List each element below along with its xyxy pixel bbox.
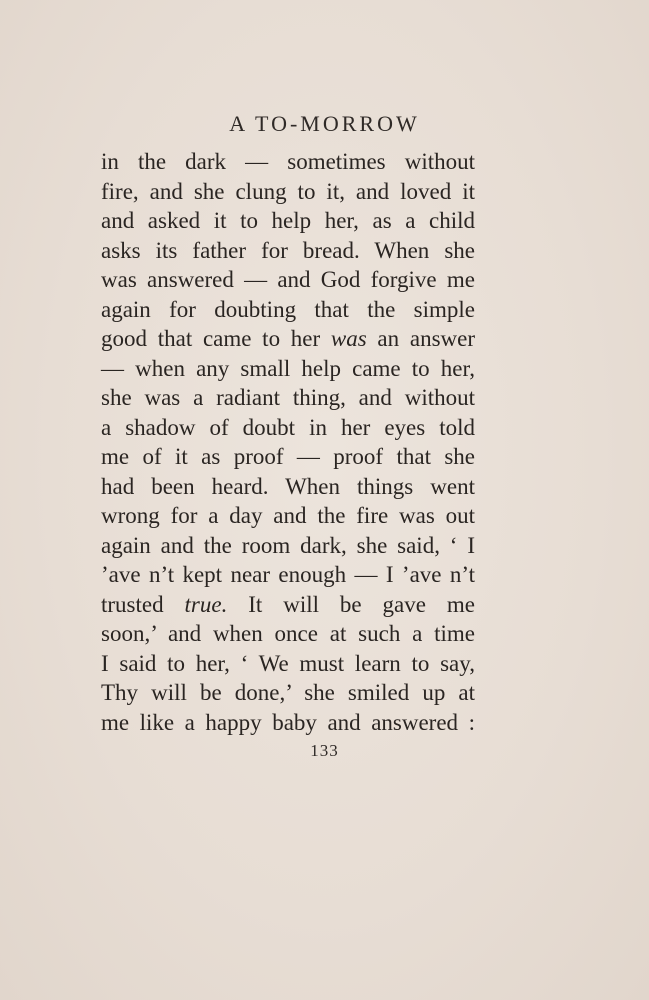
text-line: wrong for a day and the fire was out xyxy=(101,503,475,528)
text-line: fire, and she clung to it, and loved it xyxy=(101,178,475,204)
text-line: again and the room dark, she said, ‘ I xyxy=(101,532,475,558)
text-line: me of it as proof — proof that she xyxy=(101,444,475,469)
text-line: soon,’ and when once at such a time xyxy=(101,621,475,646)
text-line: asks its father for bread. When she xyxy=(101,237,475,263)
text-line: she was a radiant thing, and without xyxy=(101,385,475,410)
running-head: A TO-MORROW xyxy=(229,111,420,136)
text-line: had been heard. When things went xyxy=(101,473,475,499)
text-line-with-italic xyxy=(101,590,475,620)
text-line-with-italic xyxy=(101,324,475,354)
text-line: was answered — and God forgive me xyxy=(101,267,475,292)
text-line: and asked it to help her, as a child xyxy=(101,208,475,233)
body-text xyxy=(101,147,475,737)
line-text: It will be gave me xyxy=(227,591,475,617)
page-number: 133 xyxy=(310,741,339,760)
line-text: trusted xyxy=(101,591,164,617)
line-text: good that came to her xyxy=(101,326,321,351)
text-line: I said to her, ‘ We must learn to say, xyxy=(101,650,475,676)
text-line: in the dark — sometimes without xyxy=(101,149,475,174)
text-line: Thy will be done,’ she smiled up at xyxy=(101,680,475,705)
text-line: again for doubting that the simple xyxy=(101,296,475,322)
text-line: me like a happy baby and answered : xyxy=(101,709,475,735)
text-line: a shadow of doubt in her eyes told xyxy=(101,414,475,440)
text-line: ’ave n’t kept near enough — I ’ave n’t xyxy=(101,562,475,587)
line-text: an answer xyxy=(366,326,475,351)
text-line: — when any small help came to her, xyxy=(101,355,475,381)
italic-word: was xyxy=(330,326,367,351)
italic-word: true. xyxy=(184,591,228,617)
